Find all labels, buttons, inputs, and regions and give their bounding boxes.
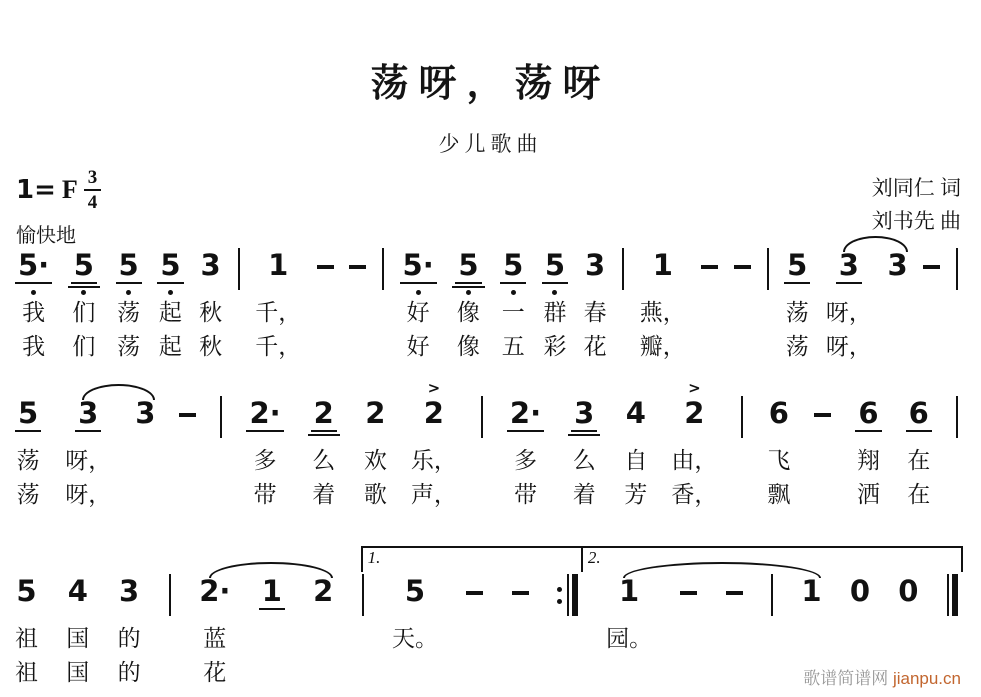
volta-bracket: [361, 546, 583, 572]
lyric-verse2: 秋: [199, 334, 223, 359]
dash-extension: [734, 250, 751, 366]
barline: [382, 250, 384, 366]
barline: [481, 398, 483, 514]
lyric-verse1: 好: [406, 300, 430, 325]
lyric-verse1: 群: [543, 300, 567, 325]
barline: [622, 250, 624, 366]
lyric-verse2: 在: [907, 482, 931, 507]
note: 6 飞 飘: [767, 398, 790, 514]
lyric-verse2: 着: [572, 482, 596, 507]
volta-label: 2.: [587, 548, 601, 567]
lyric-verse2: 歌: [363, 482, 387, 507]
lyric-verse1: 千，: [255, 300, 302, 325]
lyric-verse1: 天。: [391, 626, 438, 651]
lyricist-credit: 刘同仁 词: [871, 176, 961, 200]
octave-dot: [126, 290, 131, 295]
dash-extension: [701, 250, 718, 366]
note: 5 荡 荡: [784, 250, 810, 366]
lyric-verse1: 荡: [785, 300, 809, 325]
lyric-verse2: 荡: [117, 334, 141, 359]
lyric-verse2: 声，: [410, 482, 457, 507]
volta-bracket: [581, 546, 963, 572]
note: 2· 多 带: [246, 398, 283, 514]
lyric-verse2: 五: [501, 334, 525, 359]
barline: [956, 398, 958, 514]
lyric-verse2: 彩: [543, 334, 567, 359]
lyric-verse1: 荡: [16, 448, 40, 473]
note: 4 国 国: [66, 576, 89, 692]
lyric-verse1: 呀，: [65, 448, 112, 473]
accent-mark: >: [688, 379, 701, 397]
lyric-verse2: 我: [22, 334, 46, 359]
key-prefix: 1=: [16, 175, 56, 205]
watermark-site-url: jianpu.cn: [892, 669, 961, 688]
lyric-verse1: 燕，: [639, 300, 686, 325]
lyric-verse1: 蓝: [203, 626, 227, 651]
lyric-verse1: 们: [72, 300, 96, 325]
lyric-verse1: 呀，: [825, 300, 872, 325]
accent-mark: >: [427, 379, 441, 397]
note: 3 春 花: [584, 250, 607, 366]
note: 5· 好 好: [400, 250, 437, 366]
lyric-verse1: 国: [66, 626, 90, 651]
credits: [872, 172, 961, 238]
lyric-verse1: 我: [22, 300, 46, 325]
barline: [169, 576, 171, 692]
lyric-verse2: 瓣，: [639, 334, 686, 359]
lyric-verse1: 么: [312, 448, 336, 473]
note: 6 在 在: [906, 398, 932, 514]
note: 5 们 们: [68, 250, 100, 366]
lyric-verse1: 园。: [606, 626, 653, 651]
barline: [238, 250, 240, 366]
watermark-site-name: 歌谱简谱网: [803, 669, 889, 688]
lyric-verse2: 飘: [767, 482, 791, 507]
octave-dot: [31, 290, 36, 295]
barline: [741, 398, 743, 514]
lyric-verse1: 春: [583, 300, 607, 325]
composer-credit: 刘书先 曲: [871, 209, 961, 233]
octave-dot: [511, 290, 516, 295]
lyric-verse2: 带: [514, 482, 538, 507]
slur-arc: [843, 236, 908, 252]
octave-dot: [168, 290, 173, 295]
repeat-end-barline: [557, 576, 578, 692]
note: 2 欢 歌: [364, 398, 387, 514]
song-title: 荡呀，荡呀: [370, 63, 611, 105]
lyric-verse2: 像: [456, 334, 480, 359]
key-tonic: F: [61, 175, 78, 204]
note: 3: [887, 248, 908, 282]
watermark: [803, 664, 961, 689]
note: 2· 蓝 花: [199, 576, 230, 692]
lyric-verse1: 荡: [117, 300, 141, 325]
note: 2· 多 带: [507, 398, 544, 514]
lyric-verse1: 自: [624, 448, 648, 473]
dash-extension: [179, 398, 196, 514]
note: 1: [801, 574, 822, 608]
lyric-verse2: 好: [406, 334, 430, 359]
note: 2: [313, 574, 334, 608]
time-signature-denominator: 4: [87, 192, 98, 213]
dash-extension: [923, 250, 940, 366]
note: 3 呀， 呀，: [826, 250, 872, 366]
note: 5 起 起: [157, 250, 183, 366]
lyric-verse2: 千，: [255, 334, 302, 359]
dash-extension: [512, 576, 529, 692]
note: 5 像 像: [452, 250, 484, 366]
note: 4 自 芳: [624, 398, 647, 514]
lyric-verse2: 花: [583, 334, 607, 359]
barline: [220, 398, 222, 514]
note: 5 荡 荡: [15, 398, 41, 514]
note: 6 翔 洒: [855, 398, 881, 514]
lyric-verse2: 着: [312, 482, 336, 507]
lyric-verse1: 像: [456, 300, 480, 325]
lyric-verse2: 花: [203, 660, 227, 685]
lyric-verse2: 们: [72, 334, 96, 359]
lyric-verse2: 国: [66, 660, 90, 685]
octave-dot: [552, 290, 557, 295]
lyric-verse1: 么: [572, 448, 596, 473]
dash-extension: [680, 576, 697, 692]
dash-extension: [726, 576, 743, 692]
dash-extension: [466, 576, 483, 692]
note: 3: [135, 396, 156, 430]
lyric-verse1: 起: [158, 300, 182, 325]
note: 5 群 彩: [542, 250, 568, 366]
lyric-verse2: 洒: [857, 482, 881, 507]
note: 5 荡 荡: [116, 250, 142, 366]
slur-arc: [209, 562, 333, 578]
lyric-verse2: 起: [158, 334, 182, 359]
octave-dot: [416, 290, 421, 295]
lyric-verse2: 呀，: [825, 334, 872, 359]
lyric-verse1: 由，: [671, 448, 718, 473]
barline: [956, 250, 958, 366]
note: 3 呀， 呀，: [65, 398, 111, 514]
lyric-verse2: 的: [117, 660, 141, 685]
lyric-verse1: 秋: [199, 300, 223, 325]
barline: [767, 250, 769, 366]
note: 5· 我 我: [15, 250, 52, 366]
key-signature: [16, 168, 101, 212]
octave-dot: [466, 290, 471, 295]
time-signature: [84, 168, 102, 212]
dash-extension: [814, 398, 831, 514]
music-line-2: [15, 379, 958, 514]
time-signature-numerator: 3: [84, 168, 102, 191]
note: 1: [259, 576, 285, 692]
lyric-verse2: 呀，: [65, 482, 112, 507]
tempo-marking: 愉快地: [16, 225, 76, 247]
lyric-verse1: 在: [907, 448, 931, 473]
lyric-verse1: 的: [117, 626, 141, 651]
lyric-verse1: 祖: [15, 626, 38, 651]
note: 3 的 的: [118, 576, 141, 692]
lyric-verse1: 乐，: [410, 448, 457, 473]
lyric-verse1: 飞: [767, 448, 791, 473]
rest-note: 0: [898, 574, 919, 608]
note: 3 么 着: [568, 398, 600, 514]
lyric-verse1: 多: [514, 448, 538, 473]
note: 3 秋 秋: [199, 250, 222, 366]
music-line-1: [15, 250, 958, 366]
volta-label: 1.: [367, 548, 381, 567]
dash-extension: [317, 250, 334, 366]
note: 1 燕， 瓣，: [640, 250, 686, 366]
lyric-verse2: 芳: [624, 482, 648, 507]
octave-dot: [81, 290, 86, 295]
barline: [771, 576, 773, 692]
lyric-verse2: 带: [253, 482, 277, 507]
song-genre-subtitle: 少儿歌曲: [438, 132, 543, 156]
note: > 2 由， 香，: [671, 398, 717, 514]
lyric-verse1: 翔: [857, 448, 881, 473]
note: 2 么 着: [308, 398, 340, 514]
note: > 2 乐， 声，: [411, 398, 457, 514]
note: 5 天。: [392, 576, 438, 692]
lyric-verse2: 祖: [15, 660, 38, 685]
dash-extension: [349, 250, 366, 366]
barline: [362, 576, 364, 692]
lyric-verse2: 荡: [785, 334, 809, 359]
note: 1 园。: [606, 576, 652, 692]
rest-note: 0: [849, 574, 870, 608]
lyric-verse1: 欢: [363, 448, 387, 473]
note: 5 祖 祖: [15, 576, 38, 692]
lyric-verse2: 香，: [671, 482, 718, 507]
lyric-verse1: 多: [253, 448, 277, 473]
lyric-verse2: 荡: [16, 482, 40, 507]
slur-arc: [82, 384, 155, 400]
lyric-verse1: 一: [501, 300, 525, 325]
note: 5 一 五: [500, 250, 526, 366]
note: 1 千， 千，: [255, 250, 301, 366]
